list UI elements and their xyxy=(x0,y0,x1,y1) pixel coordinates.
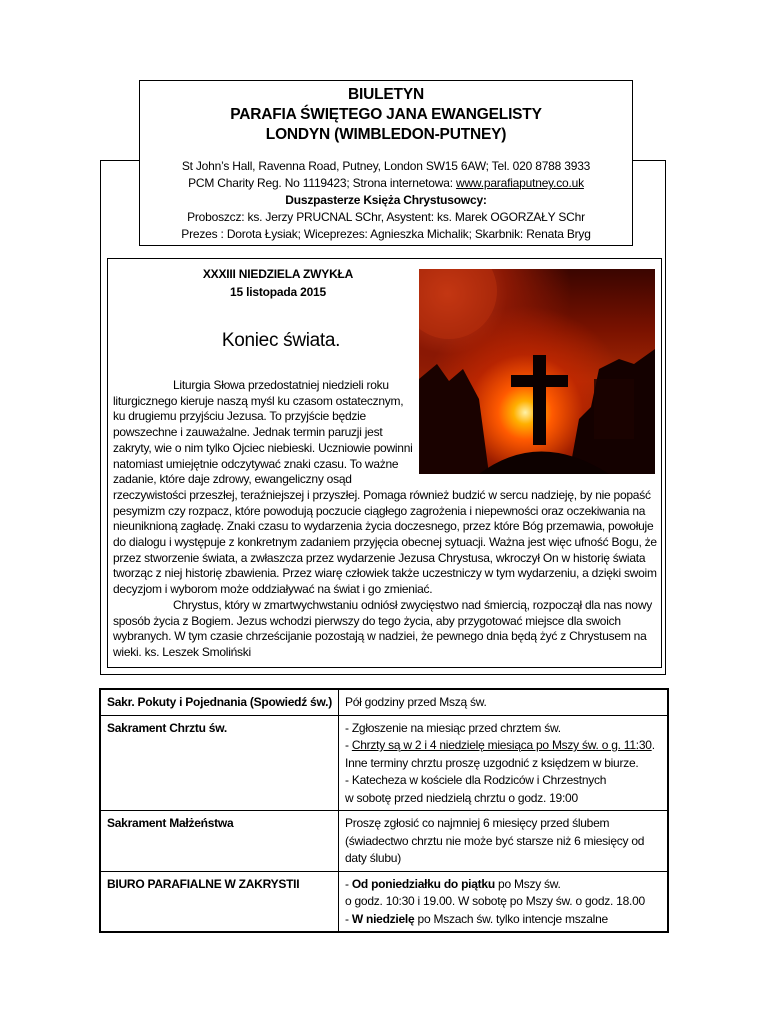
office-label: BIURO PARAFIALNE W ZAKRYSTII xyxy=(100,871,339,932)
office-dash: - xyxy=(345,876,352,891)
parish-location: LONDYN (WIMBLEDON-PUTNEY) xyxy=(265,126,507,143)
charity-line xyxy=(140,175,632,192)
baptism-dash: - xyxy=(345,738,352,752)
marriage-line: Proszę zgłosić co najmniej 6 miesięcy przed ślubem xyxy=(345,816,610,830)
marriage-info xyxy=(339,811,669,872)
priests-heading: Duszpasterze Księża Chrystusowcy: xyxy=(285,193,487,207)
sacraments-table xyxy=(99,688,669,933)
article-body xyxy=(113,378,658,661)
office-sunday: W niedzielę xyxy=(351,911,415,926)
baptism-schedule: Chrzty są w 2 i 4 niedzielę miesiąca po Mszy św. o g. 11:30 xyxy=(351,738,652,752)
sunday-date: 15 listopada 2015 xyxy=(230,285,326,299)
parish-name: PARAFIA ŚWIĘTEGO JANA EWANGELISTY xyxy=(230,106,542,123)
baptism-line: - Zgłoszenie na miesiąc przed chrztem św. xyxy=(345,720,561,735)
office-info xyxy=(339,871,669,932)
marriage-line: (świadectwo chrztu nie może być starsze niż 6 miesięcy od xyxy=(345,833,645,848)
sunday-name: XXXIII NIEDZIELA ZWYKŁA xyxy=(202,267,354,281)
baptism-line: w sobotę przed niedzielą chrztu o godz. 19:00 xyxy=(345,790,578,805)
table-row xyxy=(100,871,668,932)
office-after-mass: po Mszy św. xyxy=(494,876,561,891)
confession-info: Pół godziny przed Mszą św. xyxy=(339,689,669,715)
office-dash: - xyxy=(345,911,352,926)
article-title: Koniec świata. xyxy=(221,330,341,351)
table-row xyxy=(100,689,668,715)
article-box xyxy=(107,258,662,668)
marriage-label: Sakrament Małżeństwa xyxy=(100,811,339,872)
baptism-line: Inne terminy chrztu proszę uzgodnić z księdzem w biurze. xyxy=(345,755,639,770)
parish-address: St John’s Hall, Ravenna Road, Putney, London SW15 6AW; Tel. 020 8788 3933 xyxy=(181,159,591,173)
office-line xyxy=(345,911,661,929)
table-row xyxy=(100,715,668,811)
table-row xyxy=(100,811,668,872)
bulletin-title: BIULETYN xyxy=(348,86,424,103)
marriage-line: daty ślubu) xyxy=(345,851,401,865)
baptism-info xyxy=(339,715,669,811)
baptism-label: Sakrament Chrztu św. xyxy=(100,715,339,811)
article-paragraph: rzeczywistości przeszłej, teraźniejszej i przyszłej. Pomaga również budzić w sercu nadzieję, by nie popaść pesymizm czy rozpacz, które powodują poczucie ciągłego zagrożenia i niepewności oraz oczekiwania na nieuniknioną zagładę. Znaki czasu to wydarzenia życia doczesnego, przez które Bóg przemawia, powołuje do dialogu i występuje z konkretnym zadaniem przyjęcia obecnej sytuacji. Ważna jest więc ufność Bogu, że przez stworzenie świata, a zwłaszcza przez wydarzenie Jezusa Chrystusa, wkroczył On w historię świata tworząc z niej historię zbawienia. Przez wiarę człowiek także uczestniczy w tym wydarzeniu, a dzięki swoim decyzjom i wyborom może oddziaływać na świat i go zmieniać. xyxy=(113,487,657,597)
website-link[interactable]: www.parafiaputney.co.uk xyxy=(455,176,584,190)
confession-label: Sakr. Pokuty i Pojednania (Spowiedź św.) xyxy=(100,689,339,715)
baptism-period: . xyxy=(651,738,655,752)
parish-council: Prezes : Dorota Łysiak; Wiceprezes: Agnieszka Michalik; Skarbnik: Renata Bryg xyxy=(181,227,591,241)
article-paragraph: Liturgia Słowa przedostatniej niedzieli roku liturgicznego kieruje naszą myśl ku czasom ostatecznym, ku drugiemu przyjściu Jezusa. To przyjście będzie powszechne i zauważalne. Jednak termin paruzji jest zakryty, wie o nim tylko Ojciec niebieski. Uczniowie powinni natomiast umiejętnie odczytywać znaki czasu. To ważne zadanie, które daje zdrowy, ewangeliczny osąd xyxy=(113,378,413,487)
sunday-heading xyxy=(108,265,448,301)
article-paragraph: Chrystus, który w zmartwychwstaniu odniósł zwycięstwo nad śmiercią, rozpoczął dla nas nowy sposób życia z Bogiem. Jezus wchodzi pierwszy do tego życia, aby przygotować miejsce dla swoich wybranych. W tym czasie chrześcijanie pozostają w nadziei, że pewnego dnia będą żyć z Chrystusem na wieki. ks. Leszek Smoliński xyxy=(113,597,653,659)
office-intentions: po Mszach św. tylko intencje mszalne xyxy=(414,911,608,926)
office-weekdays: Od poniedziałku do piątku xyxy=(351,876,495,891)
bulletin-header xyxy=(139,80,633,246)
priests-names: Proboszcz: ks. Jerzy PRUCNAL SChr, Asystent: ks. Marek OGORZAŁY SChr xyxy=(187,210,585,224)
baptism-line: - Katecheza w kościele dla Rodziców i Chrzestnych xyxy=(345,773,607,787)
charity-number: PCM Charity Reg. No 1119423; Strona internetowa: xyxy=(188,176,456,190)
baptism-line xyxy=(345,737,661,755)
office-line: o godz. 10:30 i 19.00. W sobotę po Mszy św. o godz. 18.00 xyxy=(345,894,645,908)
office-line xyxy=(345,876,661,894)
